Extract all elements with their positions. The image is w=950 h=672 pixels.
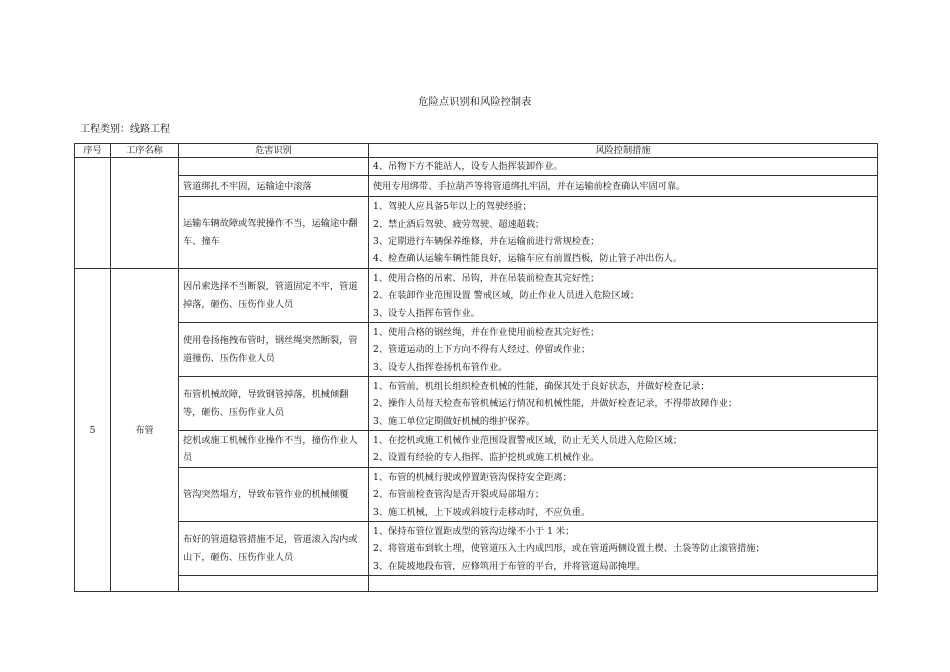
measure-line: 2、管道运动的上下方向不得有人经过、停留或作业；	[373, 344, 591, 356]
cell-process: 布管	[111, 269, 179, 592]
cell-no: 5	[75, 269, 111, 592]
measure-line: 3、设专人指挥布管作业。	[373, 307, 480, 319]
header-process: 工序名称	[111, 144, 179, 158]
table-row	[75, 377, 878, 431]
cell-hazard	[179, 158, 369, 176]
header-measures: 风险控制措施	[369, 144, 878, 158]
cell-hazard: 布好的管道稳管措施不足，管道滚入沟内或山下，砸伤、压伤作业人员	[179, 522, 369, 576]
table-row	[75, 522, 878, 576]
measure-line: 3、定期进行车辆保养维修，并在运输前进行常规检查；	[373, 235, 600, 247]
cell-process-continued	[111, 158, 179, 269]
table-row	[75, 468, 878, 522]
cell-measures	[369, 431, 878, 468]
cell-measures	[369, 323, 878, 377]
table-row	[75, 197, 878, 269]
measure-line: 4、吊物下方不能站人，设专人指挥装卸作业。	[373, 161, 563, 172]
table-row	[75, 323, 878, 377]
cell-hazard: 使用卷扬拖拽布管时，钢丝绳突然断裂，管道撞伤、压伤作业人员	[179, 323, 369, 377]
measure-line: 3、施工机械，上下坡或斜坡行走移动时，不应负重。	[373, 506, 591, 518]
measure-line: 1、使用合格的钢丝绳，并在作业使用前检查其完好性；	[373, 326, 600, 338]
measure-line: 1、驾驶人应具备5年以上的驾驶经验；	[373, 201, 532, 213]
cell-hazard: 布管机械故障，导致钢管掉落，机械倾翻等，砸伤、压伤作业人员	[179, 377, 369, 431]
project-category: 工程类别：线路工程	[80, 124, 170, 135]
measure-line: 使用专用绑带、手拉葫芦等将管道绑扎牢固，并在运输前检查确认牢固可靠。	[373, 180, 686, 192]
cell-measures	[369, 197, 878, 269]
measure-line: 4、检查确认运输车辆性能良好，运输车应有前置挡板，防止管子冲出伤人。	[373, 253, 683, 265]
cell-measures	[369, 158, 878, 176]
table-row	[75, 158, 878, 176]
table-header-row	[75, 144, 878, 158]
cell-measures	[369, 468, 878, 522]
measure-line: 3、设专人指挥卷扬机布管作业。	[373, 361, 508, 373]
cell-measures	[369, 377, 878, 431]
measure-line: 2、将管道布到软土埋，使管道压入土内成凹形，或在管道两侧设置土楔、土袋等防止滚管措施；	[373, 543, 765, 555]
cell-hazard: 管沟突然塌方，导致布管作业的机械倾覆	[179, 468, 369, 522]
cell-hazard-empty	[179, 576, 369, 592]
measure-line: 3、在陡坡地段布管，应修筑用于布管的平台，并将管道局部掩埋。	[373, 560, 646, 572]
table-row	[75, 431, 878, 468]
cell-measures	[369, 522, 878, 576]
measure-line: 2、在装卸作业范围设置 警戒区域，防止作业人员进入危险区域；	[373, 290, 640, 302]
measure-line: 1、保持布管位置距成型的管沟边缘不小于 1 米；	[373, 525, 575, 537]
measure-line: 1、使用合格的吊索、吊钩，并在吊装前检查其完好性；	[373, 272, 600, 284]
cell-hazard: 运输车辆故障或驾驶操作不当，运输途中翻车、撞车	[179, 197, 369, 269]
cell-hazard: 因吊索选择不当断裂，管道固定不牢，管道掉落，砸伤、压伤作业人员	[179, 269, 369, 323]
cell-no-continued	[75, 158, 111, 269]
measure-line: 1、布管的机械行驶或停置距管沟保持安全距离；	[373, 471, 572, 483]
measure-line: 1、布管前，机组长组织检查机械的性能，确保其处于良好状态，并做好检查记录；	[373, 380, 710, 392]
cell-hazard: 挖机或施工机械作业操作不当，撞伤作业人员	[179, 431, 369, 468]
cell-measures	[369, 176, 878, 197]
cell-hazard: 管道绑扎不牢固，运输途中滚落	[179, 176, 369, 197]
measure-line: 2、设置有经验的专人指挥、监护挖机或施工机械作业。	[373, 452, 600, 464]
table-row	[75, 269, 878, 323]
header-no: 序号	[75, 144, 111, 158]
measure-line: 2、操作人员每天检查布管机械运行情况和机械性能，并做好检查记录，不得带故障作业；	[373, 398, 738, 410]
cell-measures-empty	[369, 576, 878, 592]
measure-line: 3、施工单位定期做好机械的维护保养。	[373, 415, 536, 427]
cell-measures	[369, 269, 878, 323]
measure-line: 1、在挖机或施工机械作业范围设置警戒区域，防止无关人员进入危险区域；	[373, 435, 683, 446]
header-hazard: 危害识别	[179, 144, 369, 158]
risk-control-table	[74, 143, 878, 592]
document-title: 危险点识别和风险控制表	[418, 97, 532, 108]
table-row	[75, 176, 878, 197]
table-row	[75, 576, 878, 592]
measure-line: 2、布管前检查管沟是否开裂或局部塌方；	[373, 489, 545, 501]
measure-line: 2、禁止酒后驾驶、疲劳驾驶、超速超载；	[373, 218, 545, 230]
